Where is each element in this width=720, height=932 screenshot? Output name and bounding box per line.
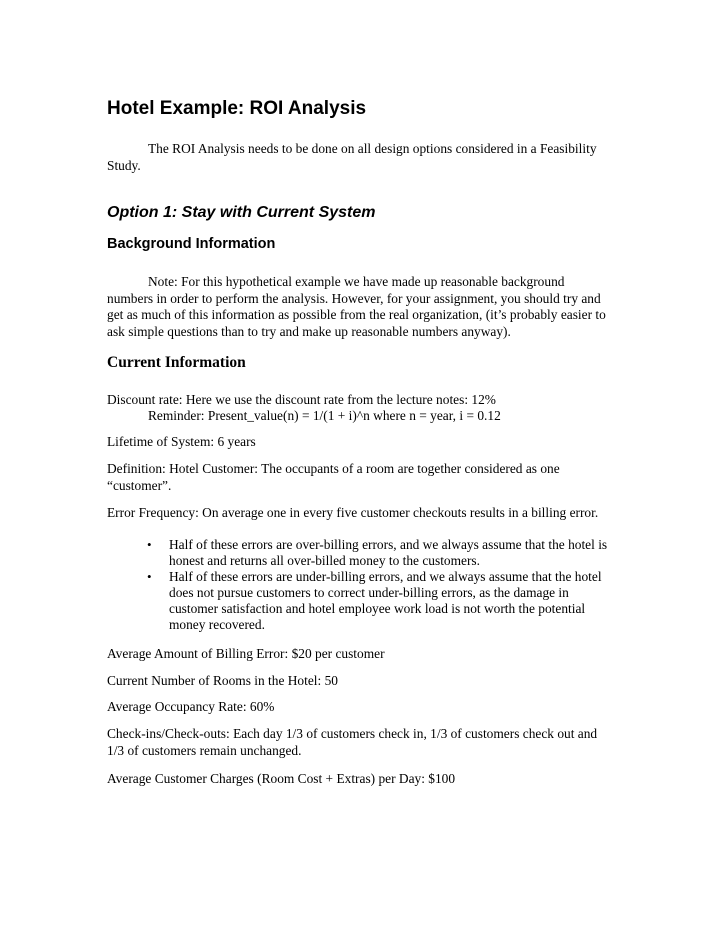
error-bullet-list	[143, 537, 613, 633]
note-paragraph: Note: For this hypothetical example we have made up reasonable background numbers in order to perform the analysis. However, for your assignment, you should try and get as much of this information as possible from the real organization, (it’s probably easier to ask simple questions than to try and make up reasonable numbers anyway).	[107, 274, 606, 339]
current-info-heading: Current Information	[107, 354, 246, 371]
checkins-paragraph: Check-ins/Check-outs: Each day 1/3 of customers check in, 1/3 of customers check out and 1/3 of customers remain unchanged.	[107, 726, 598, 758]
bullet-icon: •	[147, 569, 152, 584]
intro-paragraph: The ROI Analysis needs to be done on all design options considered in a Feasibility Study.	[107, 141, 597, 173]
reminder-formula: Reminder: Present_value(n) = 1/(1 + i)^n where n = year, i = 0.12	[148, 408, 501, 423]
average-customer-charges: Average Customer Charges (Room Cost + Extras) per Day: $100	[107, 771, 456, 786]
lifetime-of-system: Lifetime of System: 6 years	[107, 434, 256, 449]
discount-rate: Discount rate: Here we use the discount rate from the lecture notes: 12%	[107, 392, 496, 407]
background-heading: Background Information	[107, 236, 276, 252]
error-frequency-paragraph: Error Frequency: On average one in every five customer checkouts results in a billing error.	[107, 505, 599, 520]
document-title: Hotel Example: ROI Analysis	[107, 98, 367, 119]
bullet-text: Half of these errors are under-billing errors, and we always assume that the hotel does not pursue customers to correct under-billing errors, as the damage in customer satisfaction and hotel employee work load is not worth the potential money recovered.	[169, 569, 602, 632]
bullet-item	[143, 537, 613, 569]
number-of-rooms: Current Number of Rooms in the Hotel: 50	[107, 673, 338, 688]
bullet-icon: •	[147, 537, 152, 552]
bullet-item	[143, 569, 613, 633]
average-billing-error: Average Amount of Billing Error: $20 per customer	[107, 646, 385, 661]
bullet-text: Half of these errors are over-billing errors, and we always assume that the hotel is honest and returns all over-billed money to the customers.	[169, 537, 608, 568]
occupancy-rate: Average Occupancy Rate: 60%	[107, 699, 275, 714]
option-heading: Option 1: Stay with Current System	[107, 204, 376, 221]
definition-paragraph: Definition: Hotel Customer: The occupants of a room are together considered as one “customer”.	[107, 461, 560, 493]
